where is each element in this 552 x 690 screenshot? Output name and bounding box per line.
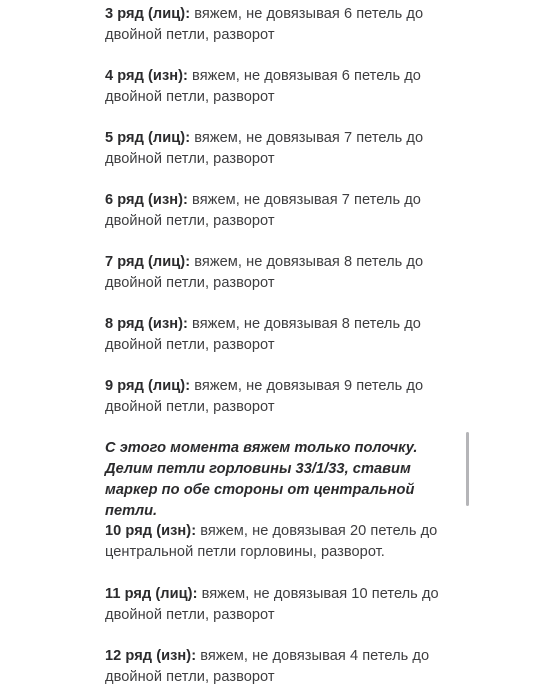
row-label: 10 ряд (изн): [105,523,197,539]
row-label: 4 ряд (изн): [105,68,188,84]
row-text: вяжем, не довязывая 8 петель до двойной петли, разворот [105,316,421,353]
row-4-instruction [105,66,455,108]
row-text: вяжем, не довязывая 7 петель до двойной петли, разворот [105,130,424,167]
row-text: вяжем, не довязывая 8 петель до двойной петли, разворот [105,254,424,291]
row-5-instruction [105,128,455,170]
row-text: вяжем, не довязывая 10 петель до двойной петли, разворот [105,586,439,623]
row-11-instruction [105,584,455,626]
row-label: 6 ряд (изн): [105,192,188,208]
row-label: 12 ряд (изн): [105,648,197,664]
row-6-instruction [105,190,455,232]
row-9-instruction [105,376,455,418]
row-label: 8 ряд (изн): [105,316,188,332]
row-label: 9 ряд (лиц): [105,378,191,394]
row-text: вяжем, не довязывая 20 петель до центральной петли горловины, разворот. [105,523,438,560]
row-text: вяжем, не довязывая 6 петель до двойной петли, разворот [105,68,421,105]
front-only-note: С этого момента вяжем только полочку. Делим петли горловины 33/1/33, ставим маркер по обе стороны от центральной петли. [105,440,418,519]
row-label: 3 ряд (лиц): [105,6,191,22]
row-7-instruction [105,252,455,294]
row-label: 11 ряд (лиц): [105,586,198,602]
row-8-instruction [105,314,455,356]
row-12-instruction [105,646,455,688]
row-text: вяжем, не довязывая 7 петель до двойной петли, разворот [105,192,421,229]
row-3-instruction [105,4,455,46]
row-text: вяжем, не довязывая 4 петель до двойной петли, разворот [105,648,430,685]
row-text: вяжем, не довязывая 6 петель до двойной петли, разворот [105,6,424,43]
scrollbar-thumb[interactable] [466,432,469,506]
row-text: вяжем, не довязывая 9 петель до двойной петли, разворот [105,378,424,415]
row-label: 7 ряд (лиц): [105,254,191,270]
row-10-instruction [105,521,455,563]
row-label: 5 ряд (лиц): [105,130,191,146]
